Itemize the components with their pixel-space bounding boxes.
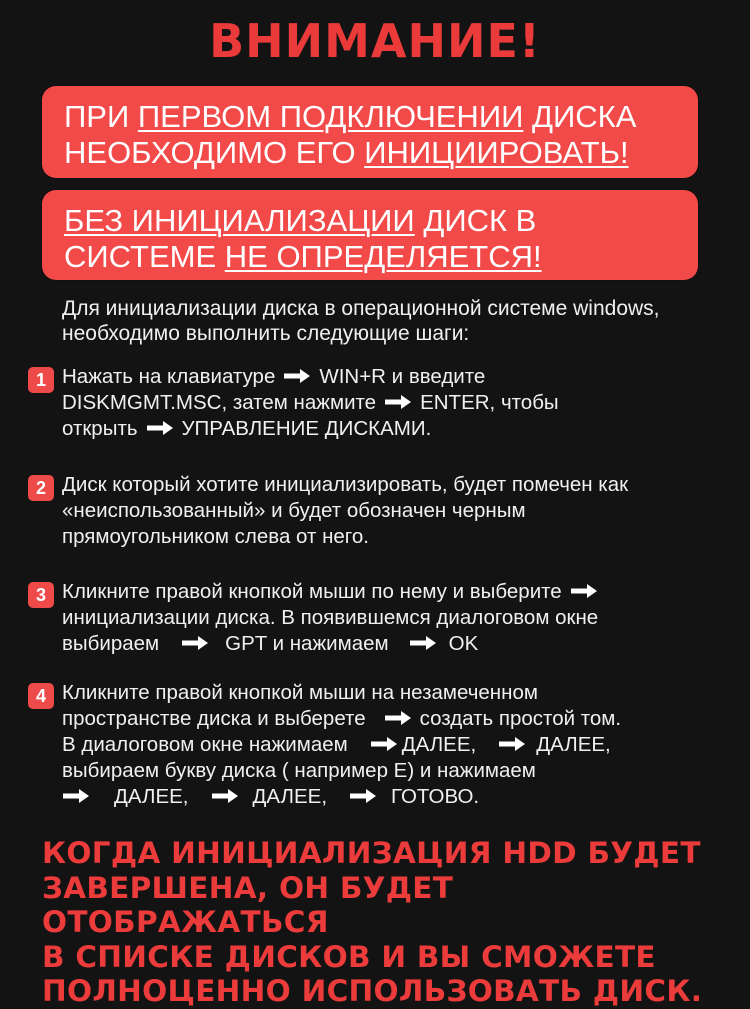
step-text: ENTER, чтобы	[420, 391, 559, 414]
right-arrow-icon	[498, 736, 526, 752]
step-number-badge: 3	[28, 582, 54, 608]
footer-warning	[42, 836, 732, 1009]
right-arrow-icon	[570, 583, 598, 599]
banner-text: ДИСК В СИСТЕМЕ	[64, 203, 537, 274]
footer-line: ЗАВЕРШЕНА, ОН БУДЕТ ОТОБРАЖАТЬСЯ	[42, 870, 454, 939]
step-text: открыть	[62, 417, 138, 440]
step-text: ДАЛЕЕ,	[536, 733, 611, 756]
right-arrow-icon	[283, 368, 311, 384]
step-text: OK	[448, 632, 479, 655]
step-text: WIN+R и введите	[319, 365, 486, 388]
step-text: DISKMGMT.MSC, затем нажмите	[62, 391, 377, 414]
step-number-badge: 4	[28, 683, 54, 709]
footer-line: В СПИСКЕ ДИСКОВ И ВЫ СМОЖЕТЕ	[42, 939, 656, 974]
right-arrow-icon	[62, 788, 90, 804]
step-number-badge: 1	[28, 367, 54, 393]
step-text: В диалоговом окне нажимаем	[62, 733, 348, 756]
step-text: ДАЛЕЕ,	[401, 733, 477, 756]
right-arrow-icon	[349, 788, 377, 804]
step-3	[28, 579, 728, 657]
right-arrow-icon	[181, 635, 209, 651]
banner-underlined-text: НЕ ОПРЕДЕЛЯЕТСЯ!	[224, 239, 542, 274]
banner-text: ПРИ	[64, 99, 138, 134]
step-text: Кликните правой кнопкой мыши по нему и выберите	[62, 580, 562, 603]
step-text: «неиспользованный» и будет обозначен черным	[62, 499, 526, 522]
step-text: прямоугольником слева от него.	[62, 525, 369, 548]
banner-underlined-text: ПЕРВОМ ПОДКЛЮЧЕНИИ	[137, 99, 524, 134]
warning-banner-not-detected	[42, 190, 698, 280]
step-text: ДАЛЕЕ,	[114, 785, 189, 808]
intro-line: необходимо выполнить следующие шаги:	[62, 322, 470, 345]
step-text: ДАЛЕЕ,	[252, 785, 328, 808]
step-text: Диск который хотите инициализировать, будет помечен как	[62, 473, 629, 496]
right-arrow-icon	[211, 788, 239, 804]
step-text: Нажать на клавиатуре	[62, 365, 276, 388]
step-text: создать простой том.	[419, 707, 622, 730]
right-arrow-icon	[384, 710, 412, 726]
right-arrow-icon	[370, 736, 398, 752]
right-arrow-icon	[409, 635, 437, 651]
warning-banner-first-connect	[42, 86, 698, 178]
step-text: инициализации диска. В появившемся диалоговом окне	[62, 606, 599, 629]
step-text: выбираем	[62, 632, 160, 655]
step-text: УПРАВЛЕНИЕ ДИСКАМИ.	[181, 417, 432, 440]
step-number-badge: 2	[28, 475, 54, 501]
footer-line: ПОЛНОЦЕННО ИСПОЛЬЗОВАТЬ ДИСК.	[42, 974, 703, 1008]
footer-line: КОГДА ИНИЦИАЛИЗАЦИЯ HDD БУДЕТ	[42, 836, 701, 870]
intro-line: Для инициализации диска в операционной системе windows,	[62, 297, 660, 320]
banner-underlined-text: БЕЗ ИНИЦИАЛИЗАЦИИ	[64, 203, 415, 238]
right-arrow-icon	[146, 420, 174, 436]
right-arrow-icon	[384, 394, 412, 410]
step-4	[28, 680, 728, 810]
step-text: GPT и нажимаем	[225, 632, 389, 655]
step-text: ГОТОВО.	[391, 785, 480, 808]
step-text: Кликните правой кнопкой мыши на незамеченном	[62, 681, 538, 704]
step-2	[28, 472, 728, 550]
banner-text: ДИСКА НЕОБХОДИМО ЕГО	[64, 99, 637, 170]
step-text: выбираем букву диска ( например Е) и нажимаем	[62, 759, 536, 782]
intro-text	[62, 296, 722, 346]
step-text: пространстве диска и выберете	[62, 707, 366, 730]
page-title: ВНИМАНИЕ!	[209, 14, 541, 68]
banner-underlined-text: ИНИЦИИРОВАТЬ!	[364, 135, 629, 170]
step-1	[28, 364, 728, 442]
